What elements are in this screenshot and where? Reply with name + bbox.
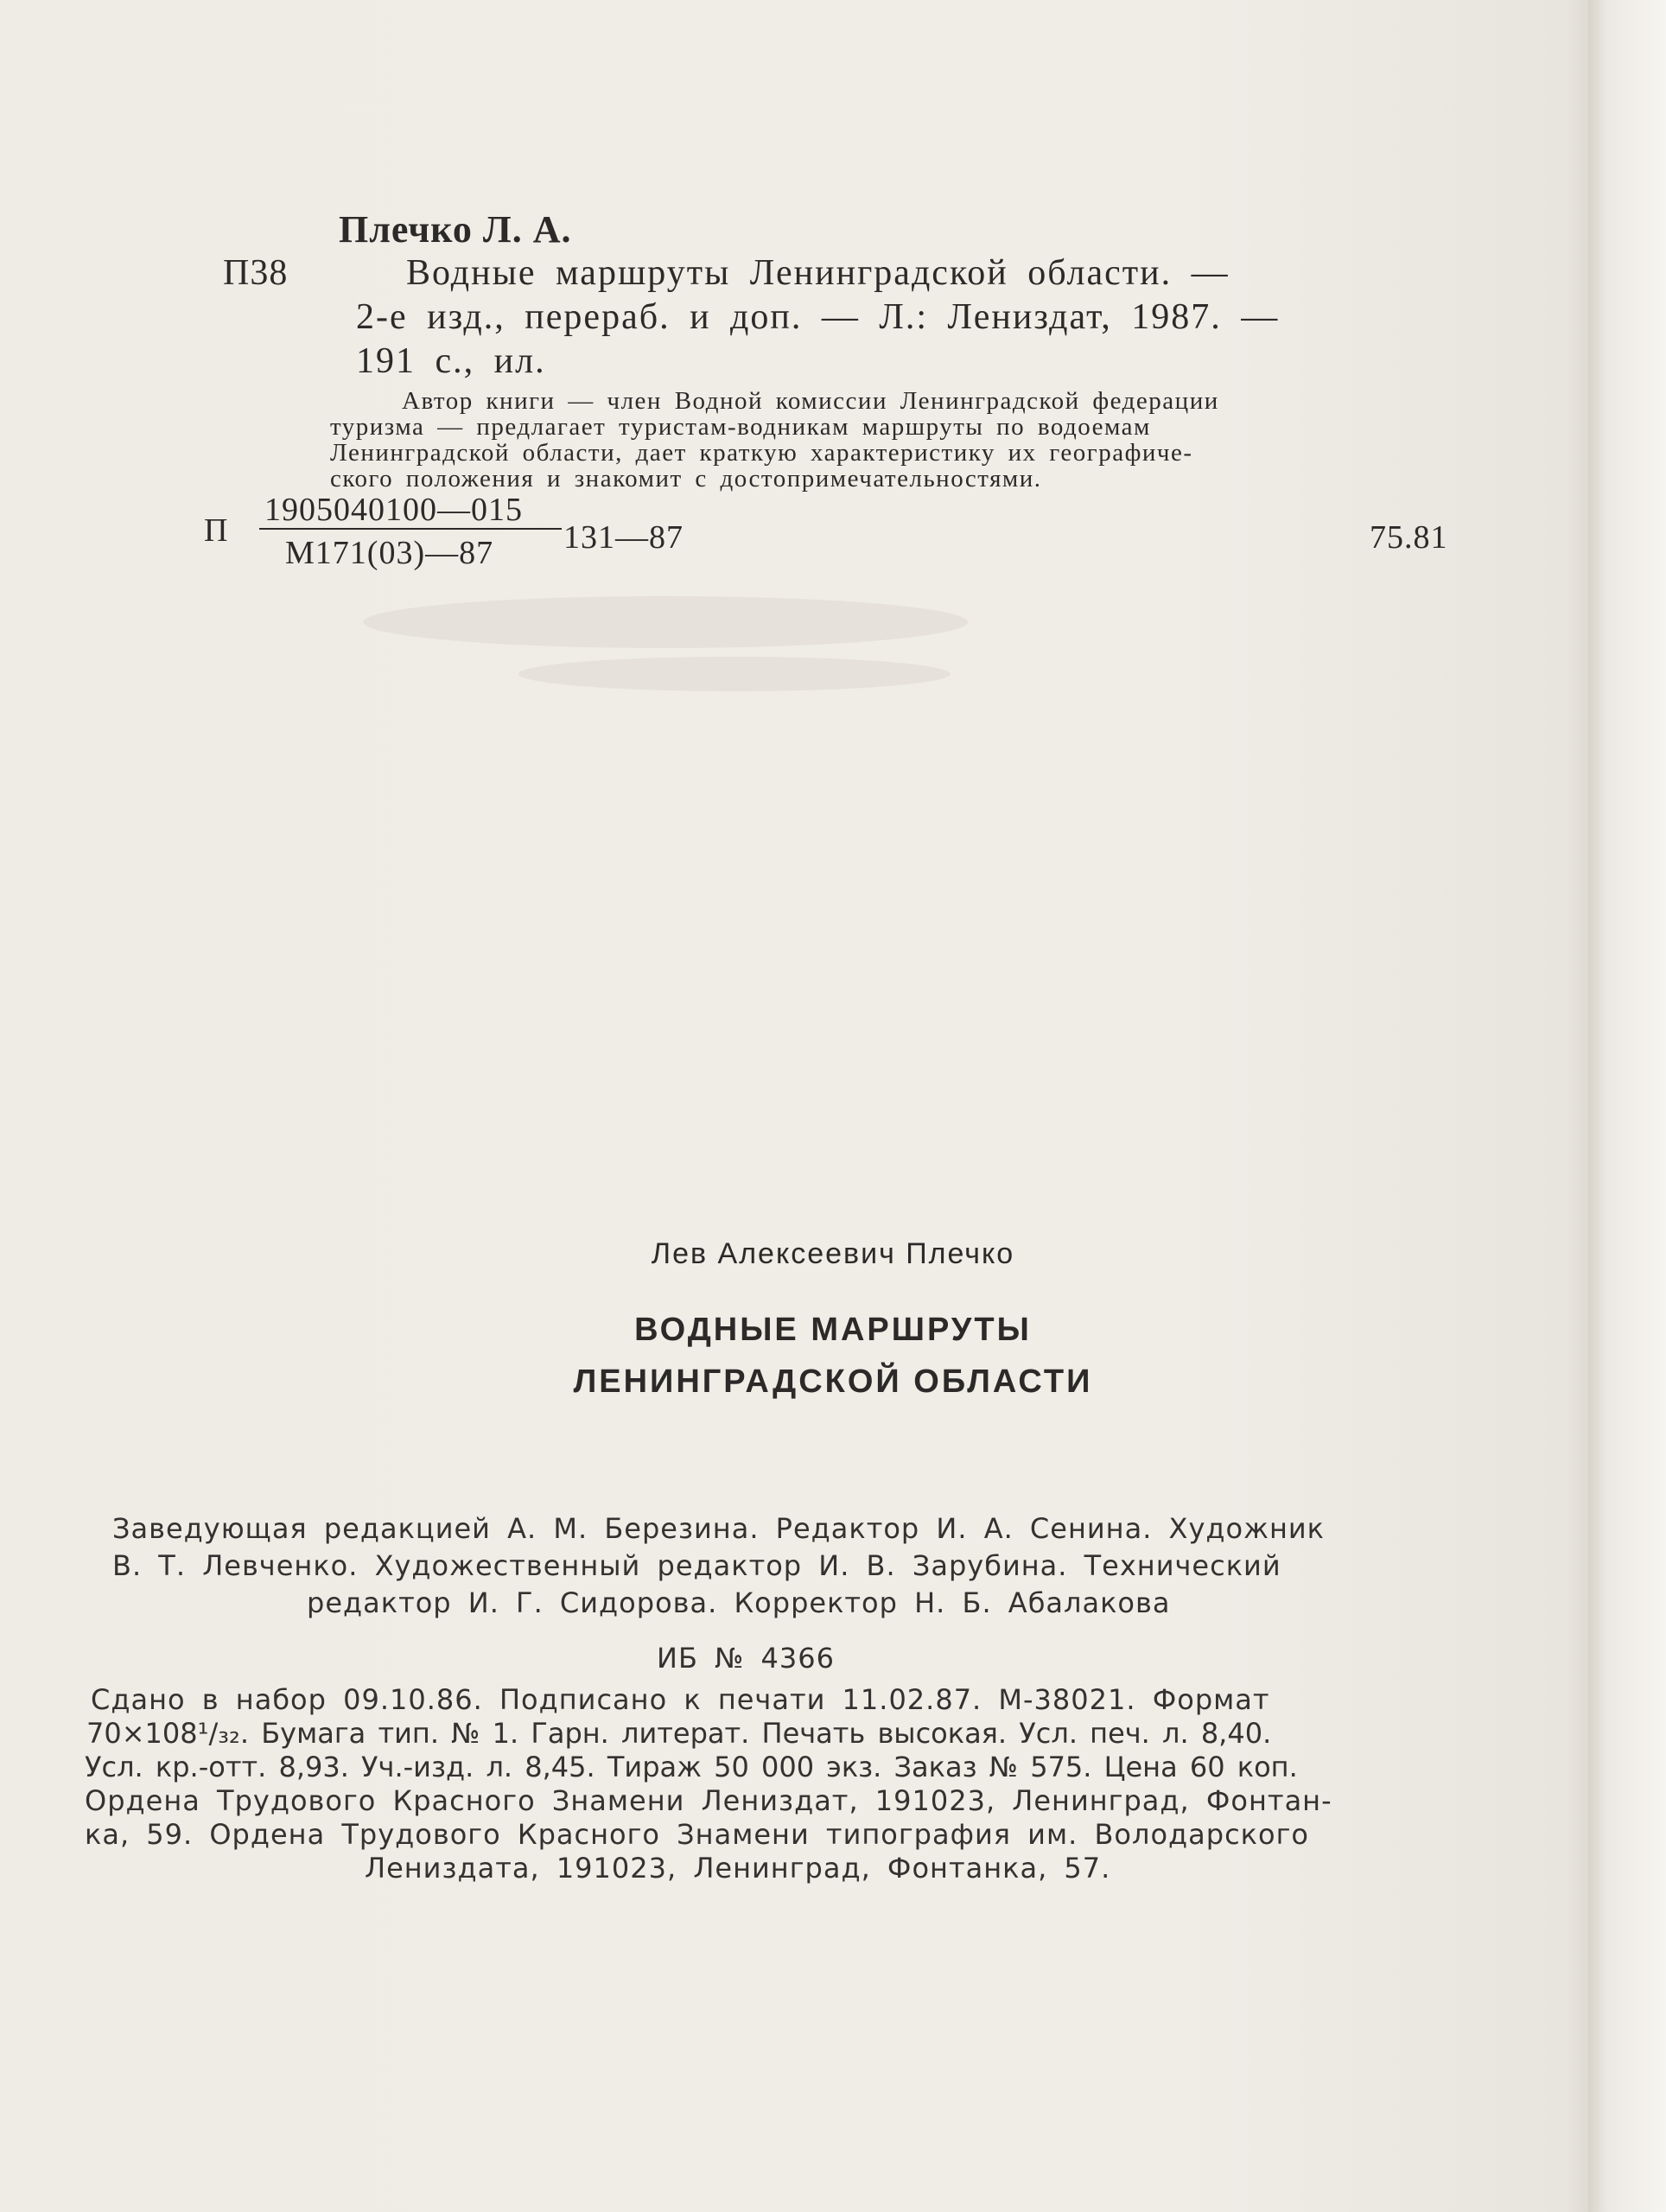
print-details-line: Сдано в набор 09.10.86. Подписано к печати 11.02.87. М-38021. Формат — [91, 1683, 1270, 1716]
credits-line: В. Т. Левченко. Художественный редактор И. В. Зарубина. Технический — [112, 1549, 1281, 1582]
print-details-line: Усл. кр.-отт. 8,93. Уч.-изд. л. 8,45. Тираж 50 000 экз. Заказ № 575. Цена 60 коп. — [85, 1751, 1298, 1783]
print-details-line: ка, 59. Ордена Трудового Красного Знамени типография им. Володарского — [85, 1818, 1309, 1851]
catalog-abstract-line: туризма — предлагает туристам-водникам маршруты по водоемам — [330, 413, 1151, 441]
code-letter: П — [204, 512, 229, 549]
credits-line: Заведующая редакцией А. М. Березина. Редактор И. А. Сенина. Художник — [112, 1512, 1325, 1545]
catalog-author: Плечко Л. А. — [339, 208, 572, 251]
credits-line: редактор И. Г. Сидорова. Корректор Н. Б. Абалакова — [307, 1586, 1171, 1619]
catalog-description-line: 191 с., ил. — [356, 341, 546, 381]
code-denominator: М171(03)—87 — [285, 535, 494, 571]
print-details-line: Лениздата, 191023, Ленинград, Фонтанка, 57. — [365, 1852, 1111, 1885]
code-suffix: 131—87 — [563, 519, 684, 556]
page-edge — [1588, 0, 1666, 2212]
fraction-line — [259, 528, 562, 530]
ib-number: ИБ № 4366 — [657, 1642, 835, 1675]
catalog-index: П38 — [223, 253, 289, 293]
book-title-line: ВОДНЫЕ МАРШРУТЫ — [634, 1312, 1032, 1348]
print-details-line: Ордена Трудового Красного Знамени Лениздат, 191023, Ленинград, Фонтан- — [85, 1784, 1332, 1817]
catalog-abstract-line: ского положения и знакомит с достопримечательностями. — [330, 465, 1042, 493]
print-details-line: 70×108¹/₃₂. Бумага тип. № 1. Гарн. литерат. Печать высокая. Усл. печ. л. 8,40. — [86, 1717, 1272, 1750]
catalog-abstract-line: Автор книги — член Водной комиссии Ленинградской федерации — [402, 387, 1219, 415]
author-full-name: Лев Алексеевич Плечко — [651, 1237, 1015, 1270]
classification-code: 75.81 — [1370, 519, 1448, 556]
catalog-abstract-line: Ленинградской области, дает краткую характеристику их географиче- — [330, 439, 1193, 467]
show-through-smudge — [518, 657, 951, 691]
catalog-description-line: Водные маршруты Ленинградской области. — — [406, 253, 1230, 293]
catalog-description-line: 2-е изд., перераб. и доп. — Л.: Лениздат, 1987. — — [356, 297, 1280, 337]
show-through-smudge — [363, 596, 968, 648]
book-title-line: ЛЕНИНГРАДСКОЙ ОБЛАСТИ — [573, 1363, 1093, 1400]
code-numerator: 1905040100—015 — [264, 492, 523, 528]
